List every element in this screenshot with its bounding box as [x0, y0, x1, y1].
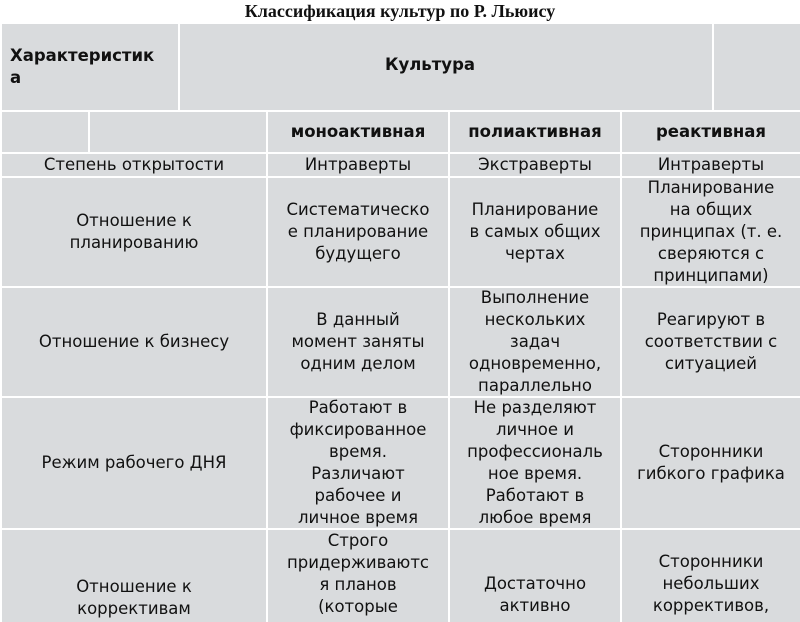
row-corrections-poly — [450, 530, 620, 622]
row-label: Отношение к бизнесу — [38, 332, 230, 351]
cell-value: Систематическо е планирование будущего — [286, 200, 430, 263]
row-corrections-label — [2, 530, 266, 622]
type-header-poly-label: полиактивная — [468, 122, 602, 141]
cell-value: В данный момент заняты одним делом — [291, 310, 425, 373]
row-business-mono — [268, 288, 448, 396]
row-business-label — [2, 288, 266, 396]
row-corrections-mono — [268, 530, 448, 622]
row-workday-poly — [450, 398, 620, 528]
cell-value: Сторонники гибкого графика — [637, 442, 785, 483]
header-corner-right — [714, 24, 800, 110]
row-workday-reactive — [622, 398, 800, 528]
culture-header — [180, 24, 712, 110]
table-title: Классификация культур по Р. Льюису — [244, 1, 556, 21]
row-openness-label — [2, 154, 266, 176]
culture-header-label: Культура — [384, 55, 476, 74]
type-header-reactive — [622, 112, 800, 152]
cell-value: Сторонники небольших коррективов, — [652, 552, 770, 615]
type-header-mono — [268, 112, 448, 152]
type-header-mono-label: моноактивная — [290, 122, 426, 141]
cell-value: Планирование на общих принципах (т. е. сверяются с принципами) — [639, 178, 783, 285]
row-openness-poly — [450, 154, 620, 176]
row-business-poly — [450, 288, 620, 396]
type-header-poly — [450, 112, 620, 152]
subheader-blank-2 — [90, 112, 266, 152]
characteristic-header-label: Характеристик а — [10, 46, 155, 87]
type-header-reactive-label: реактивная — [655, 122, 767, 141]
row-planning-poly — [450, 178, 620, 286]
subheader-blank-1 — [2, 112, 88, 152]
cell-value: Выполнение нескольких задач одновременно, параллельно — [468, 288, 602, 395]
characteristic-header — [2, 24, 178, 110]
row-openness-reactive — [622, 154, 800, 176]
row-label: Режим рабочего ДНЯ — [41, 453, 227, 472]
cell-value: Реагируют в соответствии с ситуацией — [644, 310, 778, 373]
row-workday-mono — [268, 398, 448, 528]
row-planning-reactive — [622, 178, 800, 286]
row-label: Отношение к планированию — [69, 211, 199, 252]
row-openness-mono — [268, 154, 448, 176]
row-label: Степень открытости — [43, 155, 225, 174]
cell-value: Не разделяют личное и профессиональ ное время. Работают в любое время — [467, 398, 603, 527]
cell-value: Строго придерживаютс я планов (которые — [286, 531, 429, 616]
cell-value: Достаточно активно — [483, 574, 587, 615]
row-business-reactive — [622, 288, 800, 396]
row-planning-label — [2, 178, 266, 286]
cell-value: Экстраверты — [478, 155, 592, 174]
row-label: Отношение к коррективам — [76, 577, 192, 618]
cell-value: Интраверты — [657, 155, 765, 174]
cell-value: Планирование в самых общих чертах — [469, 200, 601, 263]
row-workday-label — [2, 398, 266, 528]
cell-value: Интраверты — [304, 155, 412, 174]
row-planning-mono — [268, 178, 448, 286]
row-corrections-reactive — [622, 530, 800, 622]
cell-value: Работают в фиксированное время. Различают рабочее и личное время — [289, 398, 427, 527]
